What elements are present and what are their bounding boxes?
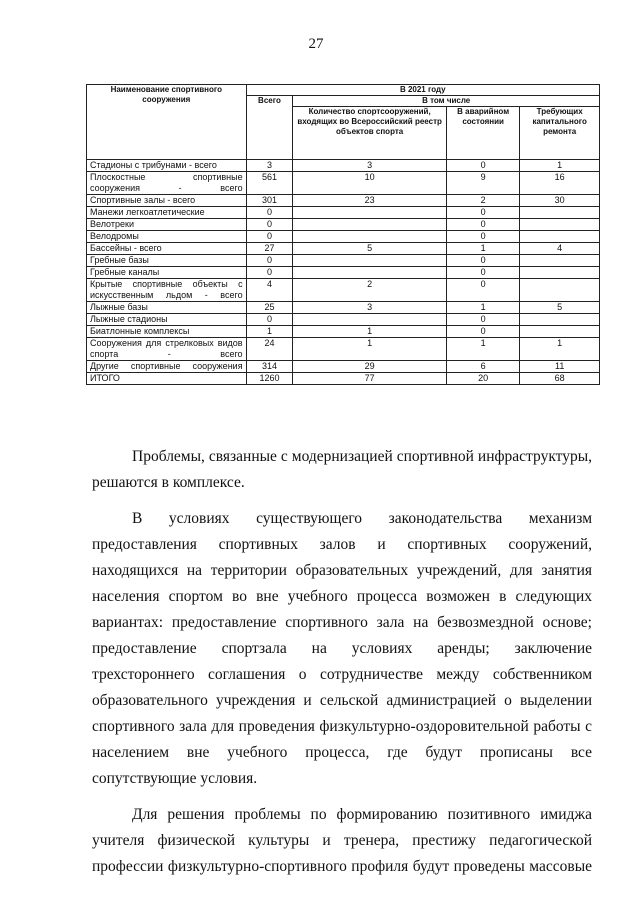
total-cell: 24	[246, 338, 293, 361]
facility-name-cell: ИТОГО	[87, 373, 247, 385]
header-repair: Требующих капитального ремонта	[520, 107, 600, 160]
registry-cell: 3	[293, 160, 447, 172]
emergency-cell: 0	[446, 231, 519, 243]
paragraph: Проблемы, связанные с модернизацией спортивной инфраструктуры, решаются в комплексе.	[92, 448, 592, 491]
emergency-cell: 0	[446, 207, 519, 219]
table-row	[87, 267, 600, 279]
repair-cell: 68	[520, 373, 600, 385]
sport-facilities-table	[86, 84, 600, 385]
emergency-cell: 0	[446, 314, 519, 326]
registry-cell	[293, 207, 447, 219]
emergency-cell: 0	[446, 255, 519, 267]
repair-cell	[520, 231, 600, 243]
registry-cell: 5	[293, 243, 447, 255]
facility-name-cell: Сооружения для стрелковых видов спорта - всего	[87, 338, 247, 361]
total-cell: 3	[246, 160, 293, 172]
total-cell: 0	[246, 207, 293, 219]
repair-cell: 5	[520, 302, 600, 314]
emergency-cell: 6	[446, 361, 519, 373]
emergency-cell: 20	[446, 373, 519, 385]
emergency-cell: 1	[446, 338, 519, 361]
table-row	[87, 243, 600, 255]
total-cell: 1260	[246, 373, 293, 385]
registry-cell: 1	[293, 326, 447, 338]
table-row	[87, 195, 600, 207]
facility-name-cell: Манежи легкоатлетические	[87, 207, 247, 219]
facility-name-cell: Лыжные стадионы	[87, 314, 247, 326]
table-row	[87, 302, 600, 314]
repair-cell: 4	[520, 243, 600, 255]
repair-cell: 1	[520, 160, 600, 172]
table-row	[87, 338, 600, 361]
header-name: Наименование спортивного сооружения	[87, 85, 247, 160]
registry-cell: 10	[293, 172, 447, 195]
facility-name-cell: Другие спортивные сооружения	[87, 361, 247, 373]
facility-name-cell: Плоскостные спортивные сооружения - всего	[87, 172, 247, 195]
facility-name-cell: Велодромы	[87, 231, 247, 243]
registry-cell	[293, 219, 447, 231]
header-total: Всего	[246, 96, 293, 160]
registry-cell: 77	[293, 373, 447, 385]
emergency-cell: 0	[446, 279, 519, 302]
paragraph: В условиях существующего законодательства механизм предоставления спортивных залов и спортивных сооружений, находящихся на территории образовательных учреждений, для занятия населения спортом во вне учебного процесса возможен в следующих вариантах: предоставление спортивного зала на безвозмездной основе; предоставление спортзала на условиях аренды; заключение трехстороннего соглашения о сотрудничестве между собственником образовательного учреждения и сельской администрацией о выделении спортивного зала для проведения физкультурно-оздоровительной работы с населением вне учебного процесса, где будут прописаны все сопутствующие условия.	[92, 510, 592, 787]
repair-cell	[520, 207, 600, 219]
registry-cell: 1	[293, 338, 447, 361]
registry-cell: 23	[293, 195, 447, 207]
header-year: В 2021 году	[246, 85, 599, 96]
facility-name-cell: Гребные базы	[87, 255, 247, 267]
emergency-cell: 0	[446, 326, 519, 338]
registry-cell: 29	[293, 361, 447, 373]
total-cell: 301	[246, 195, 293, 207]
table-row	[87, 373, 600, 385]
table-header	[87, 85, 600, 160]
table-row	[87, 207, 600, 219]
header-including: В том числе	[293, 96, 600, 107]
facility-name-cell: Лыжные базы	[87, 302, 247, 314]
total-cell: 27	[246, 243, 293, 255]
total-cell: 25	[246, 302, 293, 314]
registry-cell	[293, 231, 447, 243]
table-row	[87, 361, 600, 373]
registry-cell	[293, 314, 447, 326]
table-row	[87, 172, 600, 195]
facility-name-cell: Крытые спортивные объекты с искусственным льдом - всего	[87, 279, 247, 302]
repair-cell	[520, 279, 600, 302]
total-cell: 0	[246, 219, 293, 231]
facility-name-cell: Бассейны - всего	[87, 243, 247, 255]
table-row	[87, 279, 600, 302]
repair-cell: 30	[520, 195, 600, 207]
registry-cell	[293, 267, 447, 279]
table-row	[87, 314, 600, 326]
facility-name-cell: Биатлонные комплексы	[87, 326, 247, 338]
total-cell: 0	[246, 231, 293, 243]
paragraph: Для решения проблемы по формированию позитивного имиджа учителя физической культуры и тренера, престижу педагогической профессии физкультурно-спортивного профиля будут проведены массовые	[92, 806, 592, 875]
table-row	[87, 255, 600, 267]
emergency-cell: 0	[446, 160, 519, 172]
header-emergency: В аварийном состоянии	[446, 107, 519, 160]
table-row	[87, 231, 600, 243]
repair-cell: 11	[520, 361, 600, 373]
page-number: 27	[308, 36, 324, 52]
repair-cell: 1	[520, 338, 600, 361]
repair-cell	[520, 267, 600, 279]
emergency-cell: 9	[446, 172, 519, 195]
repair-cell	[520, 326, 600, 338]
table-row	[87, 219, 600, 231]
total-cell: 314	[246, 361, 293, 373]
total-cell: 0	[246, 314, 293, 326]
emergency-cell: 0	[446, 219, 519, 231]
repair-cell	[520, 314, 600, 326]
table-body	[87, 160, 600, 385]
facility-name-cell: Велотреки	[87, 219, 247, 231]
repair-cell	[520, 219, 600, 231]
facility-name-cell: Стадионы с трибунами - всего	[87, 160, 247, 172]
total-cell: 561	[246, 172, 293, 195]
table-row	[87, 326, 600, 338]
total-cell: 4	[246, 279, 293, 302]
emergency-cell: 1	[446, 243, 519, 255]
emergency-cell: 2	[446, 195, 519, 207]
table-row	[87, 160, 600, 172]
total-cell: 1	[246, 326, 293, 338]
facility-name-cell: Гребные каналы	[87, 267, 247, 279]
total-cell: 0	[246, 255, 293, 267]
body-text	[92, 444, 592, 880]
emergency-cell: 0	[446, 267, 519, 279]
facility-name-cell: Спортивные залы - всего	[87, 195, 247, 207]
registry-cell	[293, 255, 447, 267]
total-cell: 0	[246, 267, 293, 279]
header-registry: Количество спортсооружений, входящих во Всероссийский реестр объектов спорта	[293, 107, 447, 160]
registry-cell: 3	[293, 302, 447, 314]
repair-cell: 16	[520, 172, 600, 195]
emergency-cell: 1	[446, 302, 519, 314]
repair-cell	[520, 255, 600, 267]
registry-cell: 2	[293, 279, 447, 302]
